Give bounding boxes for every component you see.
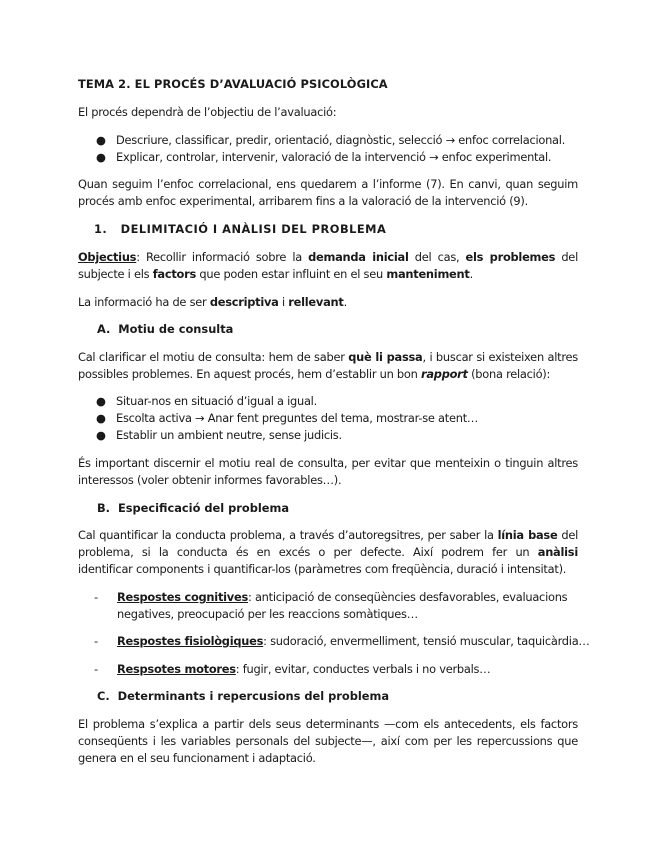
- list-item: ● Establir un ambient neutre, sense judicis.: [96, 428, 342, 442]
- paragraph-line: conseqüents i les variables personals del subjecte—, així com per les repercussions que: [78, 734, 578, 748]
- paragraph-line: Cal quantificar la conducta problema, a través d’autoregsitres, per saber la línia base del: [78, 528, 578, 542]
- objectius-line: subjecte i els factors que poden estar influint en el seu manteniment.: [78, 267, 473, 281]
- bullet-icon: ●: [96, 150, 106, 164]
- paragraph-line: problema, si la conducta és en excés o per defecte. Així podrem fer un anàlisi: [78, 545, 578, 559]
- paragraph-line: És important discernir el motiu real de consulta, per evitar que menteixin o tinguin altres: [78, 456, 578, 470]
- paragraph-line: genera en el seu funcionament i adaptació.: [78, 751, 316, 765]
- section-heading: 1. DELIMITACIÓ I ANÀLISI DEL PROBLEMA: [94, 222, 387, 236]
- list-item: ● Situar-nos en situació d’igual a igual.: [96, 394, 317, 408]
- list-item: - Respostes fisiològiques: sudoració, envermelliment, tensió muscular, taquicàrdia…: [94, 634, 590, 648]
- intro-paragraph: El procés dependrà de l’objectiu de l’avaluació:: [78, 105, 337, 119]
- objectius-label: Objectius: [78, 250, 137, 264]
- info-paragraph: La informació ha de ser descriptiva i rellevant.: [78, 295, 347, 309]
- list-item: - Respostes cognitives: anticipació de conseqüències desfavorables, evaluacions: [94, 590, 568, 604]
- subsection-heading-b: B. Especificació del problema: [97, 501, 290, 515]
- dash-icon: -: [94, 590, 98, 604]
- dash-icon: -: [94, 634, 98, 648]
- bullet-icon: ●: [96, 428, 106, 442]
- paragraph-line: Cal clarificar el motiu de consulta: hem de saber què li passa, i buscar si existeixen altres: [78, 350, 578, 364]
- paragraph-line: identificar components i quantificar-los (paràmetres com freqüència, duració i intensitat).: [78, 562, 567, 576]
- list-item: ● Descriure, classificar, predir, orientació, diagnòstic, selecció → enfoc correlacional.: [96, 133, 566, 147]
- paragraph-line: Quan seguim l’enfoc correlacional, ens quedarem a l’informe (7). En canvi, quan seguim: [78, 177, 578, 191]
- bullet-icon: ●: [96, 394, 106, 408]
- paragraph-line: possibles problemes. En aquest procés, hem d’establir un bon rapport (bona relació):: [78, 367, 551, 381]
- paragraph-line: interessos (voler obtenir informes favorables…).: [78, 473, 342, 487]
- list-item: ● Explicar, controlar, intervenir, valoració de la intervenció → enfoc experimental.: [96, 150, 552, 164]
- document-title: TEMA 2. EL PROCÉS D’AVALUACIÓ PSICOLÒGICA: [78, 77, 388, 91]
- subsection-heading-a: A. Motiu de consulta: [97, 322, 234, 336]
- subsection-heading-c: C. Determinants i repercusions del problema: [97, 689, 390, 703]
- list-item-continuation: negatives, preocupació per les reaccions somàtiques…: [117, 607, 418, 621]
- list-item: - Respsotes motores: fugir, evitar, conductes verbals i no verbals…: [94, 662, 491, 676]
- bullet-icon: ●: [96, 133, 106, 147]
- objectius-line: Objectius: Recollir informació sobre la demanda inicial del cas, els problemes del: [78, 250, 578, 264]
- bullet-icon: ●: [96, 411, 106, 425]
- paragraph-line: procés amb enfoc experimental, arribarem fins a la valoració de la intervenció (9).: [78, 194, 528, 208]
- dash-icon: -: [94, 662, 98, 676]
- paragraph-line: El problema s’explica a partir dels seus determinants —com els antecedents, els factors: [78, 717, 578, 731]
- list-item: ● Escolta activa → Anar fent preguntes del tema, mostrar-se atent…: [96, 411, 479, 425]
